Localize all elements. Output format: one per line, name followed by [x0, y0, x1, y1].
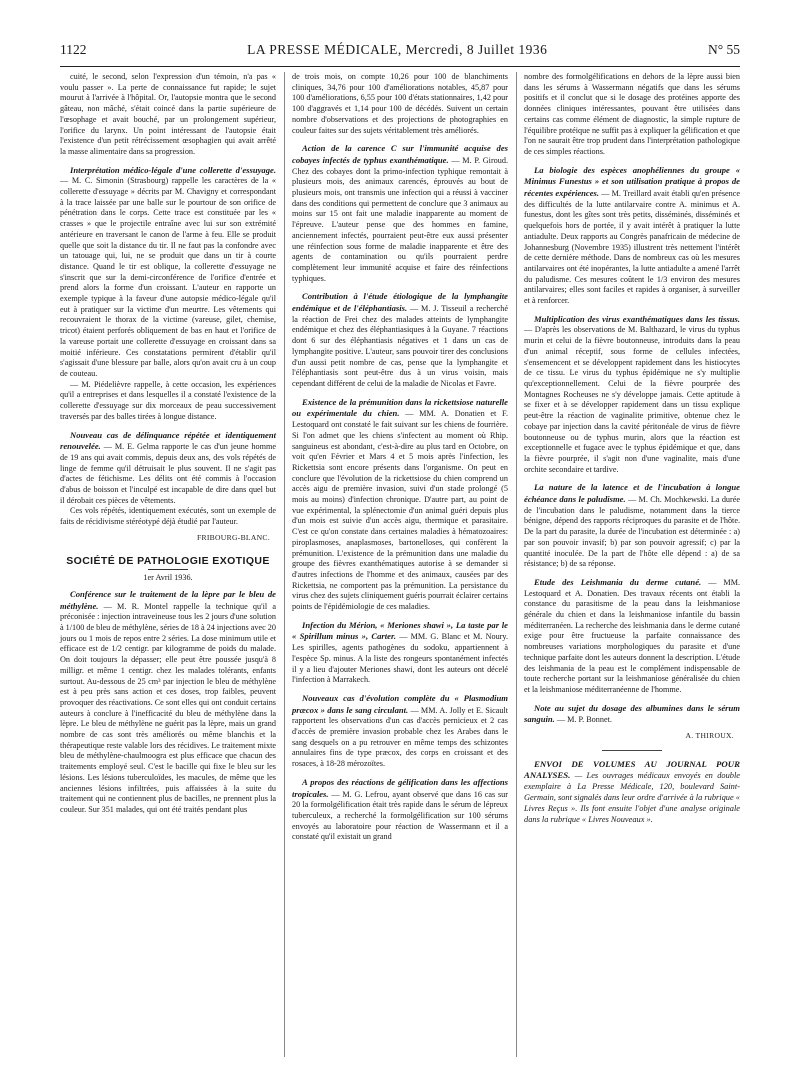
divider: [148, 569, 188, 570]
page-header: [60, 42, 740, 64]
column-divider: [516, 72, 517, 1057]
article-heading: Multiplication des virus exanthématiques dans les tissus.: [534, 313, 740, 324]
article-heading: La nature de la latence et de l'incubation à longue échéance dans le paludisme.: [524, 482, 740, 505]
article-body: — M. Treillard avait établi qu'en présence des difficultés de la lutte antilarvaire contre A. minimus et A. funestus, dont les gîtes sont très petits, disséminés, disséminés et quelquefois hors de portée, il y avait intérêt à pratiquer la lutte antiadulte. Deux rapports au Congrès panafricain de médecine de Johannesburg (Novembre 1935) illustrent très nettement l'intérêt de cette dernière méthode. Dans de nombreux cas où les mesures antilarvaires ont été inopérantes, la lutte antiadulte a amené l'arrêt du paludisme. Ces mesures coûtent le 1/3 environ des mesures antilarvaires; elles sont faciles et rapides à organiser, à surveiller et à renforcer.: [524, 189, 741, 306]
article-heading: Conférence sur le traitement de la lèpre par le bleu de méthylène.: [60, 588, 276, 611]
article-heading: Contribution à l'étude étiologique de la lymphangite endémique et de l'éléphantiasis.: [292, 291, 508, 314]
article-lymphangite: [292, 291, 508, 389]
column-3: [524, 72, 740, 825]
article-body: — D'après les observations de M. Balthazard, le virus du typhus murin et celui de la fièvre boutonneuse, introduits dans la peau d'un animal réceptif, sous forme de cellules infectées, s'ensemencent et se développent rapidement dans les histiocytes de ce tissu. Le virus du typhus épidémique ne s'y multiplie qu'exceptionnellement. Celui de la fièvre pourprée des Montagnes Rocheuses ne s'y développe jamais. Cette aptitude à se fixer et à se développer rapidement dans un tissu explique peut-être la réaction de vaginalite primitive, obtenue chez le cobaye par injection dans la cavité péritonéale de virus de fièvre boutonneuse ou de typhus murin, alors que la réaction est exceptionnelle et fugace avec le typhus épidémique et que, dans la fièvre pourprée, il s'agit non d'une vaginalite, mais d'une orchite secondaire et tardive.: [524, 325, 740, 474]
article-plasmodium: [292, 693, 508, 770]
article-body: — MM. Lestoquard et A. Donatien. Des travaux récents ont établi la constance du parasitisme de la peau dans la leishmaniose générale du chien et dans la leishmaniose infantile du bassin méditerranéen. La recherche des leishmania dans le derme cutané exige pour être fructueuse la parfaite connaissance des nombreuses variations morphologiques du parasite et d'une technique parfaite dont les auteurs donnent la description. L'étude des leishmania de la peau est le complément indispensable de toute recherche portant sur la leishmaniose généralisée du chien et la leishmaniose méditerranéenne de l'homme.: [524, 577, 741, 694]
article-heading: A propos des réactions de gélification dans les affections tropicales.: [292, 776, 508, 799]
divider: [602, 750, 662, 751]
article-body: — M. E. Gelma rapporte le cas d'un jeune homme de 19 ans qui avait commis, depuis deux ans, des vols répétés de linge de femme qu'il détruisait le plus souvent. Il ne s'agit pas d'actes de fétichisme. Les délits ont été commis à l'occasion d'abus de boisson et l'inculpé est incapable de dire dans quel but il dérobait ces pièces de vêtements.: [60, 442, 277, 505]
paragraph: — M. Piédelièvre rappelle, à cette occasion, les expériences qu'il a entreprises et dans lesquelles il a constaté l'existence de la collerette d'essuyage sur dix morceaux de peau successivement traversés par des balles tirées à longue distance.: [60, 379, 276, 421]
article-heading: Nouveau cas de délinquance répétée et identiquement renouvelée.: [60, 429, 276, 452]
paragraph: Ces vols répétés, identiquement exécutés, sont un exemple de faits de récidivisme stéréotypé déjà étudié par l'auteur.: [60, 506, 276, 527]
column-2: [292, 72, 508, 843]
article-paludisme: [524, 482, 740, 570]
article-merion: [292, 620, 508, 686]
article-delinquance: [60, 430, 276, 507]
paragraph: cuité, le second, selon l'expression d'un témoin, n'a pas « voulu passer ». La perte de connaissance fut rapide; le sujet mourut à l'arrivée à l'hôpital. Or, l'autopsie montra que le second gâteau, non mâché, s'était coincé dans la partie supérieure de l'œsophage et avait bouché, par un prolongement supérieur, l'orifice du larynx. Un point intéressant de l'autopsie était l'existence d'un petit rétrécissement œsophagien qui avait arrêté la masse alimentaire dans sa progression.: [60, 72, 276, 156]
article-albumines: [524, 703, 740, 726]
article-anopheliennes: [524, 165, 740, 307]
page-number: 1122: [60, 42, 87, 57]
article-lepre: [60, 589, 276, 816]
issue-number: N° 55: [707, 42, 740, 57]
article-leishmania: [524, 577, 740, 696]
article-heading: Existence de la prémunition dans la rickettsiose naturelle ou expérimentale du chien.: [292, 396, 508, 419]
article-body: — M. P. Giroud. Chez des cobayes dont la primo-infection typhique remontait à plusieurs mois, des animaux carencés, éprouvés au bout de plusieurs mois, ont transmis une infection qui a réussi à vacciner dans des conditions qui permettent de conclure que 3 animaux au moins sur 15 ont fait une maladie inapparente au moment de l'épreuve. L'auteur pense que des hommes en famine, anciennement infectés, pourraient peut-être eux aussi présenter une réinfection sous forme de maladie inapparente et être des agents de contamination ou qu'ils pourraient perdre complètement leur immunité acquise et faire des réinfections typhiques.: [292, 155, 509, 283]
article-body: — MM. G. Blanc et M. Noury. Les spirilles, agents pathogènes du sodoku, appartiennent à l'espèce Sp. minus. A la liste des rongeurs spontanément infectés il y a lieu d'ajouter Meriones shawi, dont les auteurs ont décelé l'infection à Marrakech.: [292, 632, 509, 685]
journal-title: LA PRESSE MÉDICALE, Mercredi, 8 Juillet 1936: [247, 42, 548, 57]
article-heading: Note au sujet du dosage des albumines dans le sérum sanguin.: [524, 702, 740, 725]
header-rule: [60, 66, 740, 67]
article-heading: La biologie des espèces anophéliennes du groupe « Minimus Funestus » et son utilisation pratique à propos de récentes expériences.: [524, 164, 740, 199]
article-gelification: [292, 777, 508, 843]
notice-body: — Les ouvrages médicaux envoyés en double exemplaire à La Presse Médicale, 120, boulevard Saint-Germain, sont signalés dans leur ordre d'arrivée à la rubrique « Livres Reçus ». Ils font ensuite l'objet d'une analyse originale dans la rubrique « Livres Nouveaux ».: [524, 770, 741, 824]
author-signature: FRIBOURG-BLANC.: [196, 532, 270, 542]
article-body: — MM. A. Jolly et E. Sicault rapportent les observations d'un cas d'accès pernicieux et 2 cas d'accès de première invasion probable chez les Arabes dans le sang desquels on a pu retrouver en même temps des schizontes annulaires fins de type præcox, des corps en croissant et des rosaces, à 18-28 mérozoïtes.: [292, 705, 509, 769]
society-heading: SOCIÉTÉ DE PATHOLOGIE EXOTIQUE: [66, 554, 270, 567]
author-signature: A. THIROUX.: [685, 731, 734, 741]
paragraph: de trois mois, on compte 10,26 pour 100 de blanchiments cliniques, 34,76 pour 100 d'améliorations notables, 45,87 pour 100 d'améliorations, 6,55 pour 100 d'états stationnaires, 1,42 pour 100 d'aggravés et 1,14 pour 100 de décédés. Suivent un certain nombre d'observations et des projections de photographies en couleur faites sur des sujets véritablement très améliorés.: [292, 72, 508, 135]
column-divider: [284, 72, 285, 1057]
session-date: 1er Avril 1936.: [143, 573, 193, 583]
article-heading: Infection du Mérion, « Meriones shawi », La taste par le « Spirillum minus », Carter.: [292, 619, 508, 642]
paragraph: nombre des formolgélifications en dehors de la lèpre aussi bien dans les sérums à Wassermann négatifs que dans les sérums positifs et il conclut que si le dosage des protéines apporte des données cliniques intéressantes, pouvant être utilisées dans certains cas comme élément de diagnostic, la simple rupture de l'équilibre protéique ne suffit pas à expliquer la gélification et que l'on ne saurait être trop prudent dans l'interprétation pathologique de ces simples réactions.: [524, 72, 740, 156]
article-heading: Interprétation médico-légale d'une collerette d'essuyage.: [70, 164, 276, 175]
article-heading: Nouveaux cas d'évolution complète du « Plasmodium præcox » dans le sang circulant.: [292, 692, 508, 715]
article-collerette: [60, 165, 276, 380]
article-carence: [292, 143, 508, 284]
notice-heading: ENVOI DE VOLUMES AU JOURNAL POUR ANALYSES.: [524, 758, 740, 780]
article-heading: Action de la carence C sur l'immunité acquise des cobayes infectés de typhus exanthématique.: [292, 143, 508, 165]
article-body: — M. R. Montel rappelle la technique qu'il a préconisée : injection intraveineuse tous les 2 jours d'une solution à 1/100 de bleu de méthylène, séries de 18 à 24 injections avec 20 jours ou 1 mois de repos entre 2 séries. La dose minimum utile et efficace est de 1/2 centigr. par kilogramme de poids du malade. On doit toujours la dépasser; elle peut être poussée jusqu'à 8 milligr. et même 1 centigr. chez les malades tolérants, enfants surtout. Au-dessous de 25 cm³ par injection le bleu de méthylène est à peu près sans action et ces doses, trop faibles, peuvent provoquer des réactivations. Ce sont elles qui ont conduit certains auteurs à conclure à l'inefficacité du bleu de méthylène dans la lèpre. Le bleu de méthylène ne guérit pas la lèpre, mais un grand nombre de cas sont très améliorés ou même blanchis et la thérapeutique reste valable lors des récidives. Le traitement mixte bleu de méthylène-chaulmoogra est plus efficace que chacun des traitements employé seul. C'est le bacille qui fixe le bleu sur les lésions. Les lésions tuberculoïdes, les macules, de même que les anciennes lésions infiltrées, puis affaissées à la suite du traitement qui ne contiennent plus de bacilles, ne prennent plus la couleur. Sur 351 malades, qui ont été traités pendant plus: [60, 601, 276, 814]
article-body: — M. Ch. Mochkewski. La durée de l'incubation dans le paludisme, notamment dans la tierce bénigne, dépend des rapports réciproques du parasite et de l'hôte. De la part du parasite, la durée de l'incubation est déterminée : a) par son pouvoir invasif; b) par son pouvoir agressif; c) par la quantité inoculée. De la part de l'hôte elle dépend : a) de sa résistance; b) de sa réponse.: [524, 495, 741, 569]
article-body: — M. C. Simonin (Strasbourg) rappelle les caractères de la « collerette d'essuyage » décrits par M. Chavigny et correspondant à la trace laissée par une balle sur le pourtour de son orifice de pénétration dans le corps. Cette trace est constituée par les « crasses » que le projectile entraîne avec lui sur son extrémité antérieure en traversant le canon de l'arme à feu. Elle se produit quelle que soit la distance du tir. Il ne faut pas la confondre avec un tatouage qui, lui, ne se produit que dans un tir à courte distance. Quand le tir est oblique, la collerette d'essuyage ne s'inscrit que sur la demi-circonférence de l'orifice d'entrée et prend alors la forme d'un croissant. L'auteur en rapporte un exemple typique à la faveur d'une autopsie médico-légale qu'il eut à pratiquer sur la victime d'un meurtre. Les vêtements qui recouvraient le thorax de la victime (vareuse, gilet, chemise, tricot) étaient perforés obliquement de bas en haut et l'orifice de la vareuse portait une collerette d'essuyage en croissant dans sa moitié inférieure. Ces constatations permirent d'établir qu'il s'agissait d'une blessure par balle, alors qu'on avait cru à un coup de couteau.: [60, 176, 276, 378]
article-premunition: [292, 397, 508, 613]
article-heading: Etude des Leishmania du derme cutané.: [534, 576, 702, 587]
article-body: — M. P. Bonnet.: [556, 715, 612, 725]
column-1: [60, 72, 276, 816]
article-virus-exanthematiques: [524, 314, 740, 476]
article-body: — M. J. Tisseuil a recherché la réaction de Frei chez des malades atteints de lymphangite endémique et chez des éléphantiasiques à la Guyane. 7 réactions dont 6 sur des éléphantiasis négatives et 1 dans un cas de lymphangite positive. L'auteur, sans pouvoir tirer des conclusions d'un aussi petit nombre de cas, pense que la lymphangite et l'éléphantiasis sont peut-être dus à un virus voisin, mais cependant différent de celui de la maladie de Nicolas et Favre.: [292, 304, 509, 388]
article-body: — M. G. Lefrou, ayant observé que dans 16 cas sur 20 la formolgélification était très rapide dans le sérum de lépreux tuberculeux, a recherché la formolgélification sur 100 sérums envoyés au laboratoire pour réaction de Wassermann et il a constaté qu'il existait un grand: [292, 789, 509, 842]
article-body: — MM. A. Donatien et F. Lestoquard ont constaté le fait suivant sur les chiens de fourrière. Si l'on admet que les chiens s'infectent au moment où Rhip. sanguineus est abondant, c'est-à-dire au plus tard en Octobre, on voit qu'en Février et Mars 4 et 5 mois après l'infection, les Rickettsia sont encore présents dans l'organisme. On peut en conclure que l'évolution de la rickettsiose du chien comprend un accès aigu de première invasion, suivi d'un stade prolongé (5 mois au moins) d'infection chronique. D'autre part, au point de vue expérimental, la splénectomie d'un animal guéri depuis plus d'un mois est suivie d'un accès aigu, thermique et parasitaire. C'est ce qu'on constate dans certaines maladies à hématozoaires: piroplasmoses, anaplasmoses, bartonelloses, qui confèrent la prémunition. L'existence de la prémunition dans une maladie du groupe des fièvres exanthématiques autorise à se demander si d'autres infections de l'homme et des animaux, causées par des Rickettsia, ne comportent pas la prémunition. La persistance du virus chez des sujets cliniquement guéris pourrait éclairer certains points de l'épidémiologie de ces maladies.: [292, 409, 509, 612]
notice-envoi-volumes: [524, 759, 740, 825]
